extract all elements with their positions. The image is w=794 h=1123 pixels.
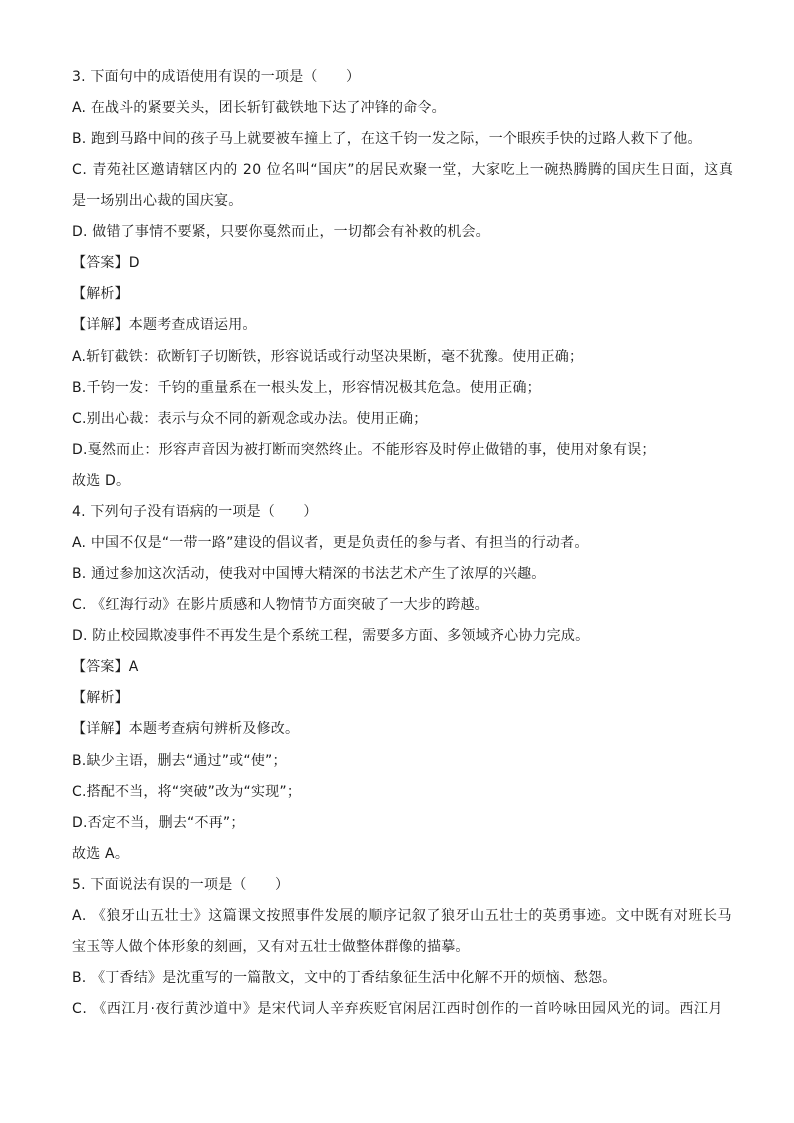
question-3-option-b: B. 跑到马路中间的孩子马上就要被车撞上了，在这千钧一发之际，一个眼疾手快的过路人救下了他。 bbox=[72, 131, 702, 147]
question-4-option-c: C. 《红海行动》在影片质感和人物情节方面突破了一大步的跨越。 bbox=[72, 597, 489, 613]
question-4-explain-d: D.否定不当，删去“不再”； bbox=[72, 815, 245, 831]
question-3-option-c-line1: C. 青苑社区邀请辖区内的 20 位名叫“国庆”的居民欢聚一堂，大家吃上一碗热腾腾的国庆生日面，这真 bbox=[72, 162, 734, 178]
question-4-stem: 4. 下列句子没有语病的一项是（ ） bbox=[72, 504, 318, 520]
question-4-explain-c: C.搭配不当，将“突破”改为“实现”； bbox=[72, 784, 302, 800]
question-3-explain-c: C.别出心裁：表示与众不同的新观念或办法。使用正确； bbox=[72, 411, 428, 427]
question-4-answer: 【答案】A bbox=[72, 659, 139, 675]
question-3-answer: 【答案】D bbox=[72, 255, 140, 271]
question-3-option-a: A. 在战斗的紧要关头，团长斩钉截铁地下达了冲锋的命令。 bbox=[72, 100, 446, 116]
question-3-explain-d: D.戛然而止：形容声音因为被打断而突然终止。不能形容及时停止做错的事，使用对象有误； bbox=[72, 442, 656, 458]
question-5-option-a-line2: 宝玉等人做个体形象的刻画，又有对五壮士做整体群像的描摹。 bbox=[72, 939, 470, 955]
question-5-option-b: B. 《丁香结》是沈重写的一篇散文，文中的丁香结象征生活中化解不开的烦恼、愁怨。 bbox=[72, 970, 617, 986]
question-4-option-a: A. 中国不仅是“一带一路”建设的倡议者，更是负责任的参与者、有担当的行动者。 bbox=[72, 535, 589, 551]
question-3-explain-b: B.千钧一发：千钧的重量系在一根头发上，形容情况极其危急。使用正确； bbox=[72, 380, 541, 396]
question-4-option-d: D. 防止校园欺凌事件不再发生是个系统工程，需要多方面、多领域齐心协力完成。 bbox=[72, 628, 590, 644]
question-4-option-b: B. 通过参加这次活动，使我对中国博大精深的书法艺术产生了浓厚的兴趣。 bbox=[72, 566, 546, 582]
question-5-option-a-line1: A. 《狼牙山五壮士》这篇课文按照事件发展的顺序记叙了狼牙山五壮士的英勇事迹。文中既有对班长马 bbox=[72, 908, 733, 924]
question-3-analysis-heading: 【解析】 bbox=[72, 286, 129, 302]
question-4-detail: 【详解】本题考查病句辨析及修改。 bbox=[72, 721, 300, 737]
question-3-option-c-line2: 是一场别出心裁的国庆宴。 bbox=[72, 193, 243, 209]
question-5-option-c-line1: C. 《西江月·夜行黄沙道中》是宋代词人辛弃疾贬官闲居江西时创作的一首吟咏田园风光的词。西江月 bbox=[72, 1001, 723, 1017]
question-3-explain-a: A.斩钉截铁：砍断钉子切断铁，形容说话或行动坚决果断，毫不犹豫。使用正确； bbox=[72, 349, 584, 365]
question-3-stem: 3. 下面句中的成语使用有误的一项是（ ） bbox=[72, 69, 361, 85]
question-3-option-d: D. 做错了事情不要紧，只要你戛然而止，一切都会有补救的机会。 bbox=[72, 224, 490, 240]
question-4-conclusion: 故选 A。 bbox=[72, 846, 130, 862]
question-3-conclusion: 故选 D。 bbox=[72, 473, 131, 489]
question-4-explain-b: B.缺少主语，删去“通过”或“使”； bbox=[72, 753, 287, 769]
question-4-analysis-heading: 【解析】 bbox=[72, 690, 129, 706]
question-3-detail: 【详解】本题考查成语运用。 bbox=[72, 317, 257, 333]
question-5-stem: 5. 下面说法有误的一项是（ ） bbox=[72, 877, 290, 893]
